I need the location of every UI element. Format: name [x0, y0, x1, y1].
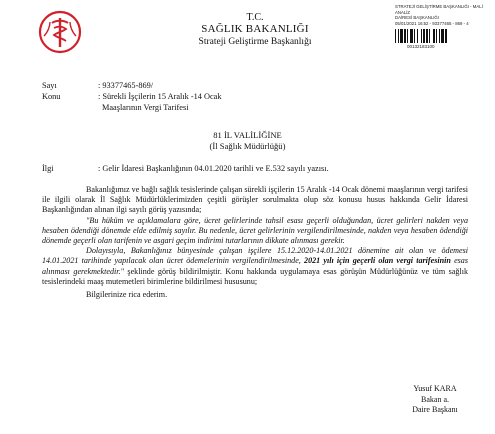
- stamp-line-1: STRATEJİ GELİŞTİRME BAŞKANLIĞI - MALİ ANALİZ: [395, 4, 483, 15]
- quote-emphasis: 2021 yılı için geçerli olan vergi tarifesinin: [304, 256, 451, 266]
- barcode-number: 00132183100: [407, 44, 435, 50]
- recipient-title: 81 İL VALİLİĞİNE: [213, 130, 282, 140]
- ilgi-label: İlgi: [42, 164, 54, 173]
- stamp-line-2: DAİRESİ BAŞKANLIĞI: [395, 15, 439, 21]
- body-paragraph-3: Bilgilerinize rica ederim.: [86, 290, 168, 300]
- barcode-bar: [445, 29, 447, 43]
- signer-role-1: Bakan a.: [421, 394, 449, 404]
- quote-ending: esas alınması gerekmektedir.": [42, 256, 469, 276]
- barcode: [395, 29, 467, 43]
- reference-line: [42, 163, 472, 175]
- header-ministry: SAĞLIK BAKANLIĞI: [201, 23, 309, 35]
- body-paragraph-1: Bakanlığımız ve bağlı sağlık tesislerinde çalışan sürekli işçilerin 15 Aralık -14 Ocak dönemi maaşlarının vergi tarifesi ile ilgili olarak İl Sağlık Müdürlüklerimizden çeşitli görüşler sorulmakta olup söz konusu husus hakkında Gelir İdaresi Başkanlığından alınan ilgi sayılı görüş yazısında;: [42, 185, 468, 215]
- sayi-label: Sayı: [42, 81, 57, 90]
- quote-continuation: Dolayısıyla, Bakanlığınız bünyesinde çalışan işçilere 15.12.2020-14.01.2021 dönemine ait olan ve ödemesi 14.01.2021 tarihinde yapılacak olan ücret ödemelerinin vergilendirilmesinde,: [42, 246, 468, 266]
- registry-stamp: [395, 4, 491, 50]
- ministry-logo: [38, 10, 82, 54]
- signer-name: Yusuf KARA: [413, 384, 457, 393]
- paragraph-2-tail: şeklinde görüş bildirilmiştir. Konu hakkında uygulamaya esas görüşün Müdürlüğünüz ve tüm sağlık tesislerindeki maaş mutemetleri birimlerine bildirilmesi hususunu;: [42, 266, 469, 286]
- health-ministry-emblem-icon: [38, 10, 82, 54]
- sayi-value: : 93377465-869/: [98, 81, 154, 90]
- body-paragraph-2: [42, 246, 468, 287]
- ilgi-value: : Gelir İdaresi Başkanlığının 04.01.2020 tarihli ve E.532 sayılı yazısı.: [98, 164, 329, 173]
- stamp-line-3: 05/01/2021 16:52 - 93377465 - 869 - 4: [395, 20, 469, 26]
- document-meta: [42, 80, 342, 120]
- konu-value-1: : Sürekli İşçilerin 15 Aralık -14 Ocak: [98, 92, 222, 101]
- signer-role-2: Daire Başkanı: [412, 405, 458, 414]
- recipient-subtitle: (İl Sağlık Müdürlüğü): [209, 141, 286, 151]
- header-department: Strateji Geliştirme Başkanlığı: [198, 37, 312, 47]
- body-quote: "Bu hüküm ve açıklamalara göre, ücret gelirlerinde tahsil esası geçerli olduğundan, ücret gelirleri nakden veya hesaben ödendiği dönemde elde edilmiş sayılır. Bu nedenle, ücret gelirlerinin vergilendirilmesinde, nakden veya hesaben ödendiği dönemde geçerli olan tarifenin ve asgari geçim indirimi tutarlarının dikkate alınması gerekir.: [42, 215, 468, 246]
- signature-block: [395, 384, 475, 416]
- header-tc: T.C.: [246, 12, 264, 23]
- letter-body: [42, 185, 468, 300]
- konu-value-2: Maaşlarının Vergi Tarifesi: [102, 103, 189, 112]
- konu-label: Konu: [42, 92, 61, 101]
